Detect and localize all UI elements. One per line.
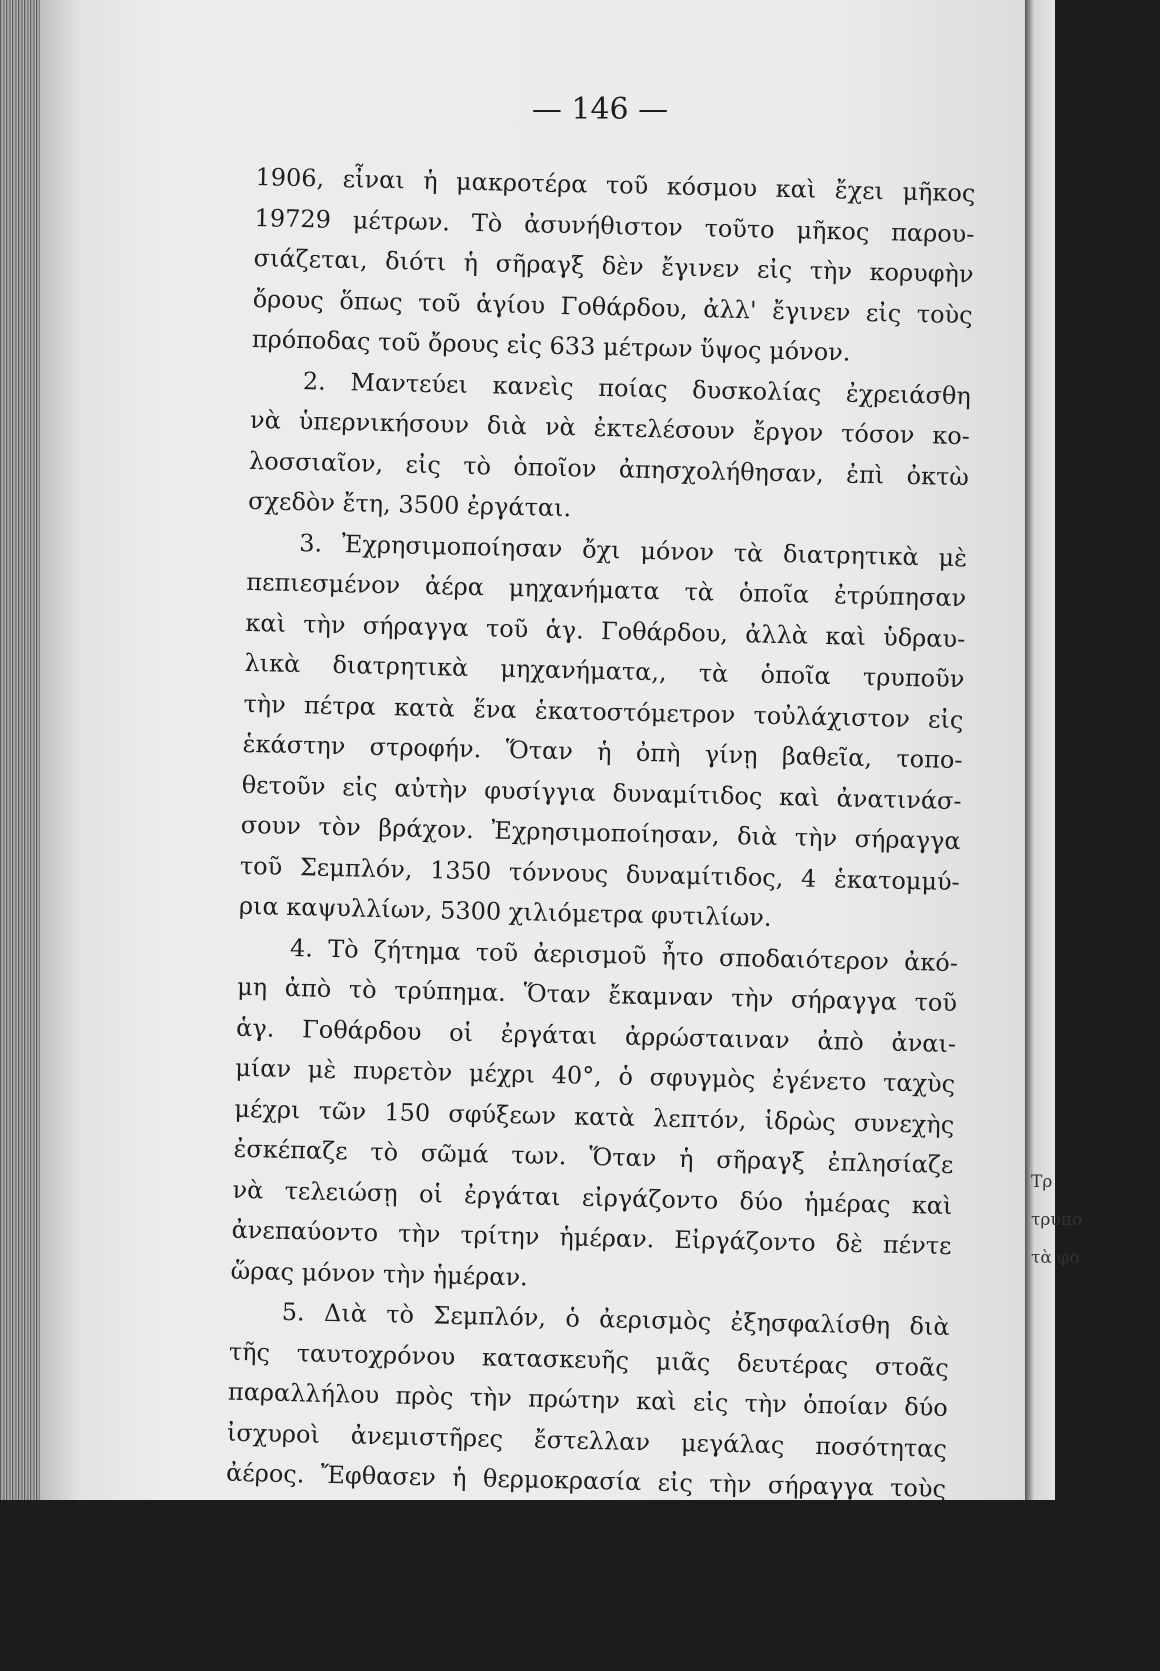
text-line: 1906, εἶναι ἡ μακροτέρα τοῦ κόσμου καὶ ἔχει μῆκος bbox=[255, 162, 976, 208]
text-line: σιάζεται, διότι ἡ σῆραγξ δὲν ἔγινεν εἰς τὴν κορυφὴν bbox=[253, 243, 974, 289]
text-line: ἰσχυροὶ ἀνεμιστῆρες ἔστελλαν μεγάλας ποσότητας bbox=[226, 1418, 948, 1463]
text-line: νὰ ὑπερνικήσουν διὰ νὰ ἐκτελέσουν ἔργον τόσον κο- bbox=[249, 405, 971, 451]
text-line: μίαν μὲ πυρετὸν μέχρι 40°, ὁ σφυγμὸς ἐγένετο ταχὺς bbox=[235, 1053, 956, 1099]
text-line: 19729 μέτρων. Τὸ ἀσυνήθιστον τοῦτο μῆκος παρου- bbox=[254, 203, 975, 248]
text-line: μέχρι τῶν 150 σφύξεων κατὰ λεπτόν, ἱδρὼς συνεχὴς bbox=[234, 1094, 955, 1139]
text-line: καὶ τὴν σήραγγα τοῦ ἁγ. Γοθάρδου, ἀλλὰ καὶ ὑδραυ- bbox=[245, 608, 966, 653]
text-line: ἀνεπαύοντο τὴν τρίτην ἡμέραν. Εἰργάζοντο δὲ πέντε bbox=[231, 1215, 952, 1261]
text-line: πεπιεσμένον ἀέρα μηχανήματα τὰ ὁποῖα ἐτρύπησαν bbox=[246, 567, 967, 613]
text-line: λοσσιαῖον, εἰς τὸ ὁποῖον ἀπησχολήθησαν, ἐπὶ ὀκτὼ bbox=[248, 446, 970, 491]
text-line: πρόποδας τοῦ ὄρους εἰς 633 μέτρων ὕψος μόνον. bbox=[251, 324, 851, 367]
text-line: τὴν πέτρα κατὰ ἕνα ἑκατοστόμετρον τοὐλάχιστον εἰς bbox=[243, 689, 964, 734]
text-line: ρια καψυλλίων, 5300 χιλιόμετρα φυτιλίων. bbox=[238, 891, 772, 932]
text-line: 45—46°. Εἰς αὐτὴν πλέον τὴν θερμοκρασίαν δὲν ἦτο bbox=[224, 1499, 946, 1544]
text-line: ὄρους ὅπως τοῦ ἁγίου Γοθάρδου, ἀλλ' ἔγινεν εἰς τοὺς bbox=[252, 284, 973, 329]
text-line: ἐσκέπαζε τὸ σῶμά των. Ὅταν ἡ σῆραγξ ἐπλησίαζε bbox=[233, 1134, 954, 1180]
text-line: 3. Ἐχρησιμοποίησαν ὄχι μόνον τὰ διατρητικὰ μὲ bbox=[298, 528, 968, 572]
text-line: 6. Συνήντησαν καὶ ἄλλας δυσκολίας φοβεράς. bbox=[274, 1621, 841, 1663]
text-line: δυνατὸν νὰ ἀνθέξῃ ἐργάτης. Τὴν ἐπολέμησαν ὅμως bbox=[223, 1539, 945, 1584]
text-line: νὰ τελειώσῃ οἱ ἐργάται εἰργάζοντο δύο ἡμέρας καὶ bbox=[232, 1175, 953, 1220]
text-line: 4. Τὸ ζήτημα τοῦ ἀερισμοῦ ἦτο σποδαιότερον ἀκό- bbox=[289, 933, 959, 977]
next-page-fragment: τὰ φο bbox=[1031, 1248, 1080, 1268]
page-sheet bbox=[40, 0, 1025, 1663]
next-page-edge bbox=[1025, 0, 1083, 1500]
text-line: ἑκάστην στροφήν. Ὅταν ἡ ὀπὴ γίνῃ βαθεῖα, τοπο- bbox=[242, 729, 963, 775]
text-line: τοῦ Σεμπλόν, 1350 τόννους δυναμίτιδος, 4 ἑκατομμύ- bbox=[239, 851, 961, 896]
text-line: θετοῦν εἰς αὐτὴν φυσίγγια δυναμίτιδος καὶ ἀνατινάσ- bbox=[241, 770, 962, 815]
text-line: σχεδὸν ἔτη, 3500 ἐργάται. bbox=[247, 486, 572, 523]
text-line: λικὰ διατρητικὰ μηχανήματα,, τὰ ὁποῖα τρυποῦν bbox=[244, 648, 965, 694]
page-number: — 146 — bbox=[531, 92, 669, 127]
text-line: παραλλήλου πρὸς τὴν πρώτην καὶ εἰς τὴν ὁποίαν δύο bbox=[227, 1377, 949, 1423]
text-line: ἁγ. Γοθάρδου οἱ ἐργάται ἀρρώσταιναν ἀπὸ ἀναι- bbox=[235, 1013, 957, 1058]
text-line: μη ἀπὸ τὸ τρύπημα. Ὅταν ἔκαμναν τὴν σήραγγα τοῦ bbox=[236, 972, 958, 1018]
text-line: 5. Διὰ τὸ Σεμπλόν, ὁ ἀερισμὸς ἐξησφαλίσθη διὰ bbox=[281, 1297, 950, 1342]
text-line: ὥρας μόνον τὴν ἡμέραν. bbox=[230, 1256, 529, 1291]
text-line: ἀέρος. Ἔφθασεν ἡ θερμοκρασία εἰς τὴν σήραγγα τοὺς bbox=[225, 1458, 947, 1503]
text-line: τῆς ταυτοχρόνου κατασκευῆς μιᾶς δευτέρας στοᾶς bbox=[228, 1337, 950, 1382]
text-line: ἀποτελεσματικῶς διὰ τῆς ψυχρολουσίας. bbox=[223, 1580, 731, 1620]
text-line: σουν τὸν βράχον. Ἐχρησιμοποίησαν, διὰ τὴν σήραγγα bbox=[240, 810, 961, 856]
next-page-fragment: τρυπο bbox=[1031, 1210, 1083, 1230]
next-page-fragment: Τρ bbox=[1031, 1172, 1053, 1192]
text-line: 2. Μαντεύει κανεὶς ποίας δυσκολίας ἐχρειάσθη bbox=[302, 366, 972, 410]
body-text bbox=[222, 157, 976, 1671]
